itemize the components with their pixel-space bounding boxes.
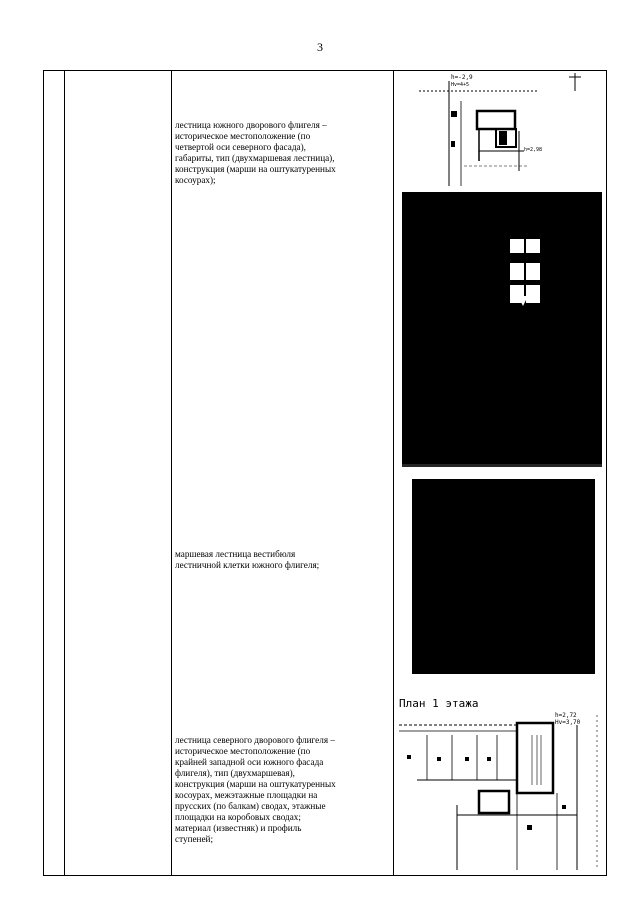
plan-label-h2: h=2,72	[555, 712, 577, 719]
plan-title: План 1 этажа	[399, 697, 479, 710]
plan-label-level: h=2,98	[524, 147, 543, 153]
column-divider-3	[393, 71, 394, 875]
column-divider-2	[171, 71, 172, 875]
floor-plan-image-2	[397, 695, 602, 870]
document-table	[43, 70, 607, 876]
plan-label-h: h=-2,9	[451, 74, 473, 81]
plan-label-hv: Hv=4+5	[451, 82, 470, 88]
row-2-description: маршевая лестница вестибюля лестничной клетки южного флигеля;	[175, 549, 320, 570]
floor-plan-image-1	[399, 71, 599, 191]
page-number: 3	[317, 40, 323, 54]
column-divider-1	[64, 71, 65, 875]
row-3-description: лестница северного дворового флигеля – историческое местоположение (по крайней западной оси южного фасада флигеля), тип (двухмаршевая), конструкция (марши на оштукатуренных косоурах, межэтажные площадки на прусских (по балкам) сводах, этажные площадки на коробовых сводах; материал (известняк) и профиль ступеней;	[175, 735, 336, 844]
stair-photo-2	[412, 479, 595, 674]
plan-label-hv2: Hv=3,70	[555, 719, 581, 726]
stair-photo-1	[402, 192, 602, 467]
row-1-description: лестница южного дворового флигеля – историческое местоположение (по четвертой оси северного фасада), габариты, тип (двухмаршевая лестница), конструкция (марши на оштукатуренных косоурах);	[175, 120, 336, 185]
